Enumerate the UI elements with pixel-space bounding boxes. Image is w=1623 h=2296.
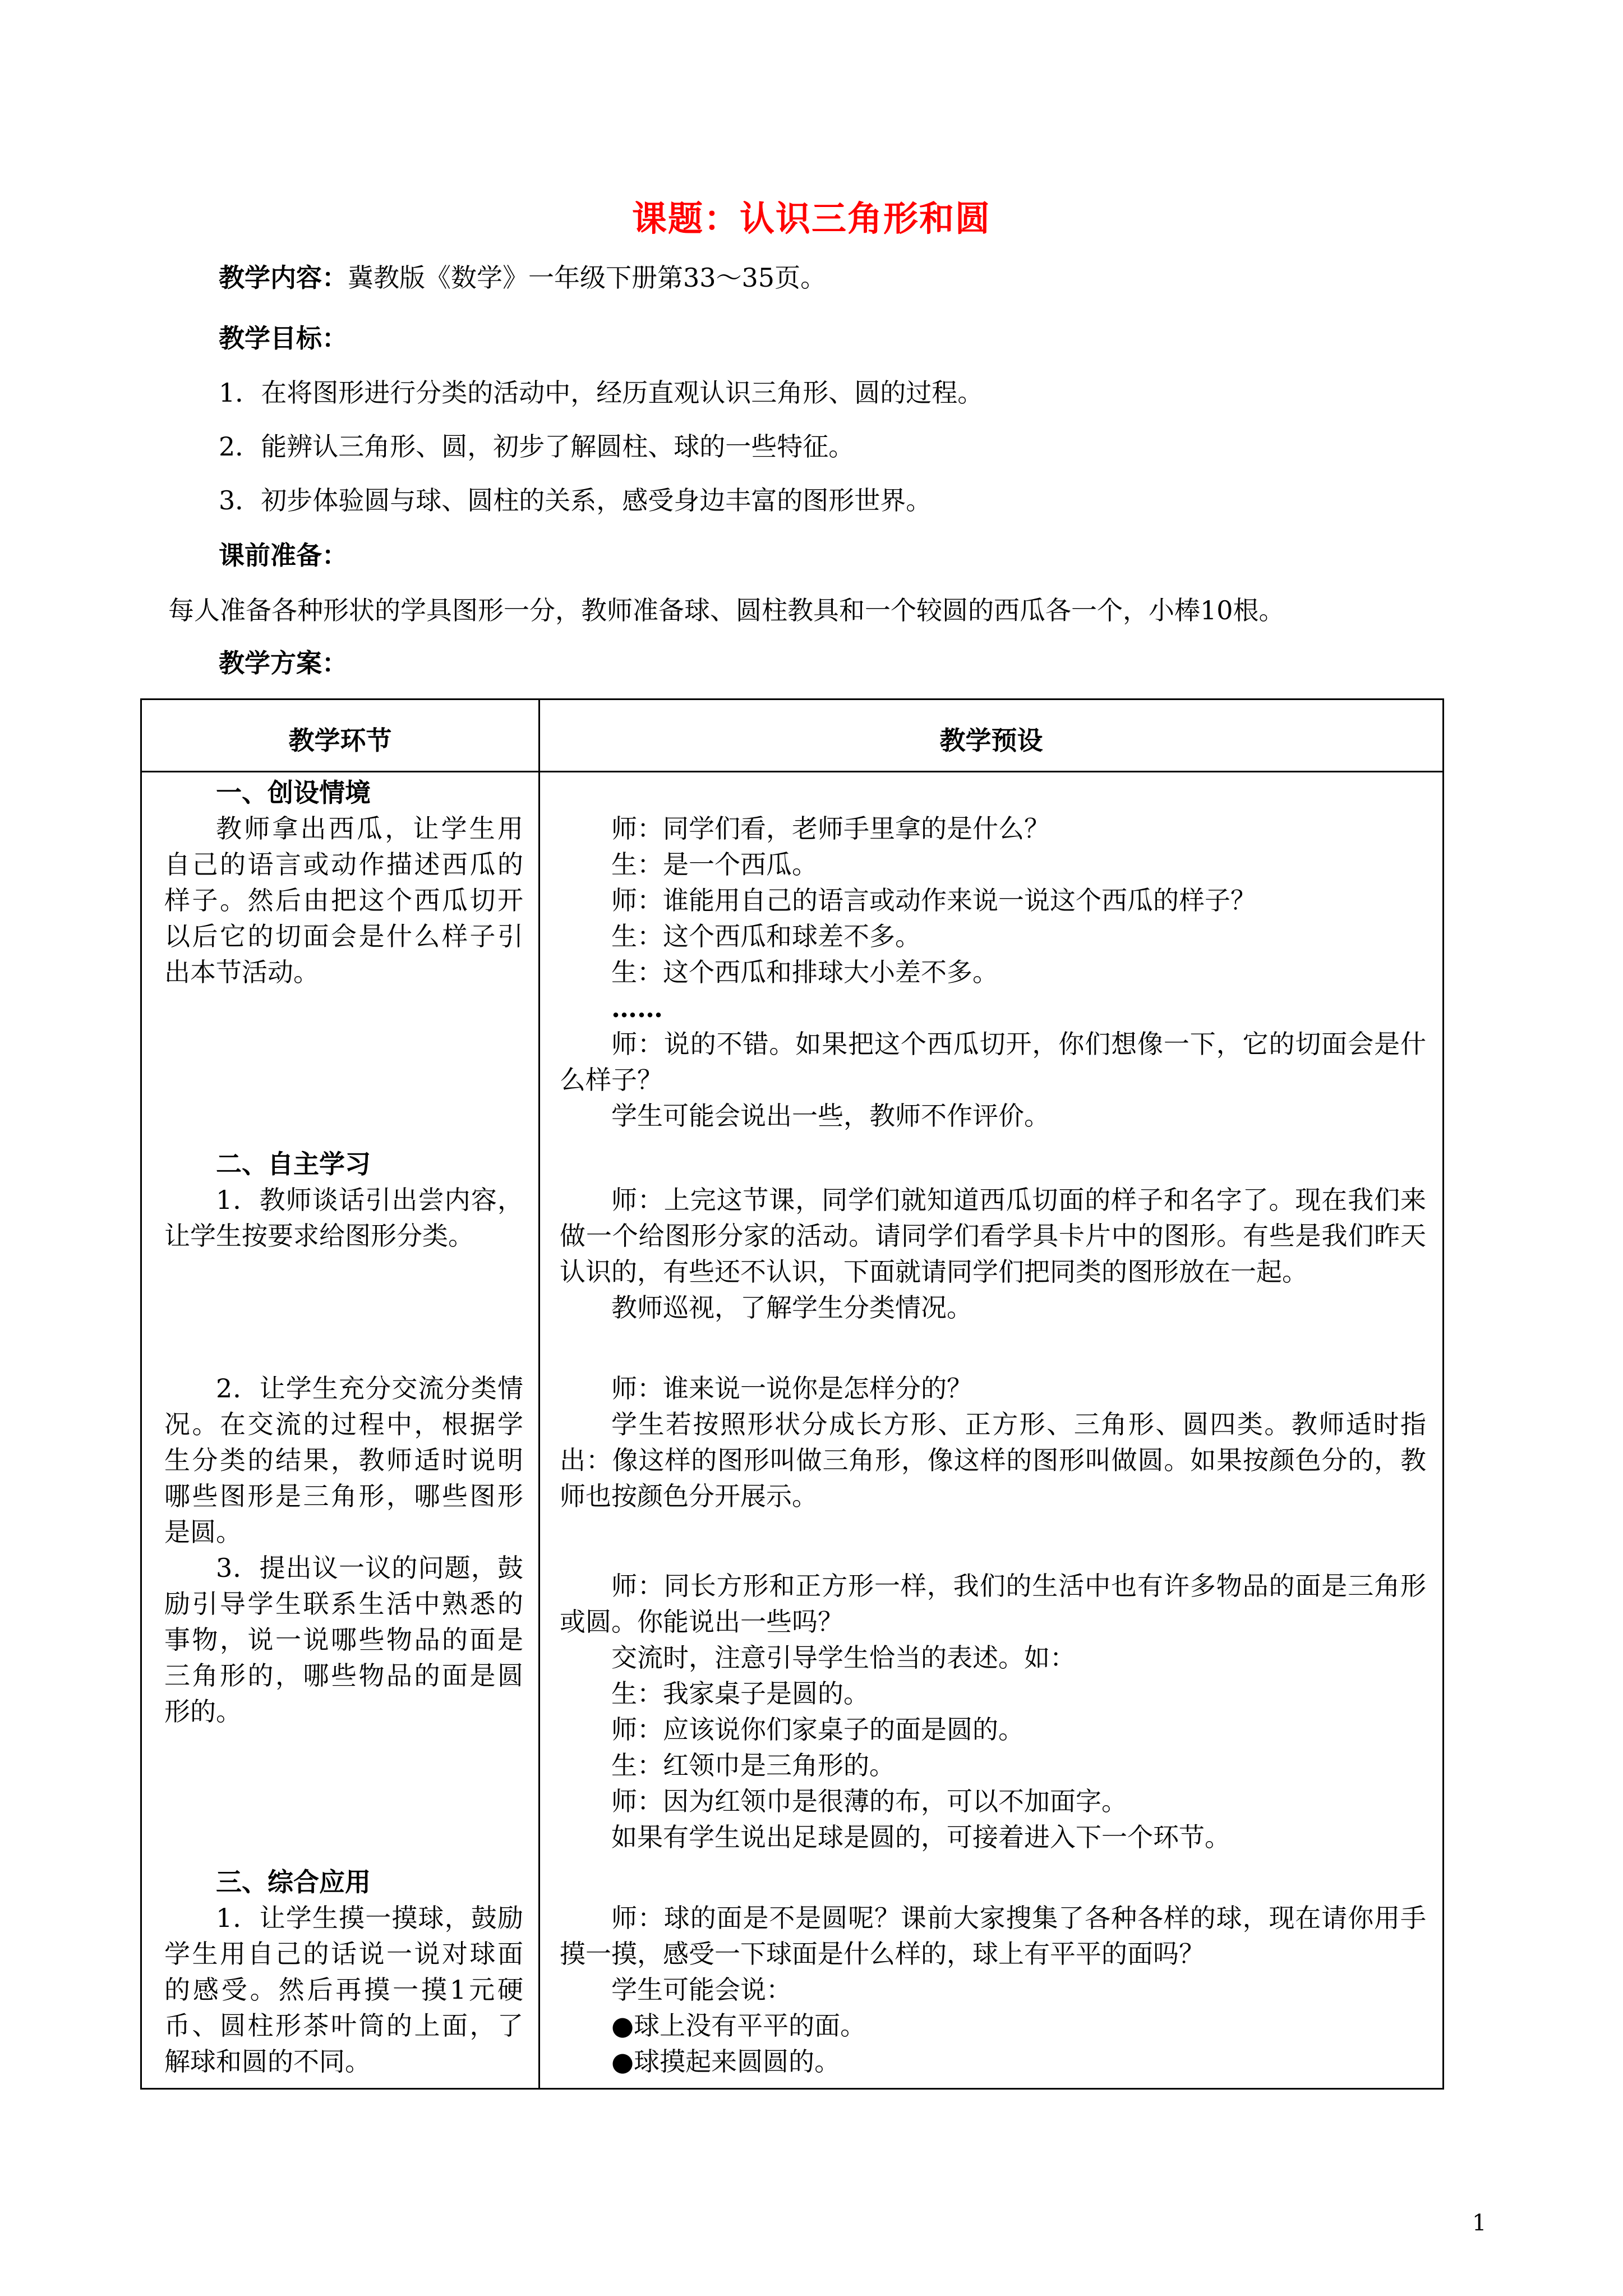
dialogue-line: 交流时，注意引导学生恰当的表述。如： [611,1642,1076,1673]
dialogue-line: 学生可能会说： [611,1975,792,2005]
stage-text: 2．让学生充分交流分类情况。在交流的过程中，根据学生分类的结果，教师适时说明哪些图形是三角形，哪些图形是圆。 [164,1373,523,1547]
stage-block [164,1370,523,1729]
preset-block [560,1370,1426,1514]
stage-block [164,775,523,990]
dialogue-line: 师：上完这节课，同学们就知道西瓜切面的样子和名字了。现在我们来做一个给图形分家的活动。请同学们看学具卡片中的图形。有些是我们昨天认识的，有些还不认识，下面就请同学们把同类的图形放在一起。 [560,1185,1426,1287]
preparation-label: 课前准备： [219,540,348,570]
dialogue-line: 师：说的不错。如果把这个西瓜切开，你们想像一下，它的切面会是什么样子？ [560,1029,1426,1095]
content-text: 冀教版《数学》一年级下册第33～35页。 [348,263,827,293]
table-header-preset: 教学预设 [939,725,1043,756]
stage-text: 教师拿出西瓜，让学生用自己的语言或动作描述西瓜的样子。然后由把这个西瓜切开以后它的切面会是什么样子引出本节活动。 [164,813,523,987]
preset-block [560,1182,1426,1326]
page-title: 课题：认识三角形和圆 [631,198,991,239]
stage-heading: 二、自主学习 [216,1149,371,1179]
dialogue-line: 师：球的面是不是圆呢？课前大家搜集了各种各样的球，现在请你用手摸一摸，感受一下球面是什么样的，球上有平平的面吗？ [560,1903,1426,1969]
dialogue-line: 师：谁来说一说你是怎样分的？ [611,1373,972,1404]
dialogue-line: 生：是一个西瓜。 [611,849,818,880]
dialogue-line: 师：同学们看，老师手里拿的是什么？ [611,813,1050,844]
column-divider [538,700,540,2088]
objective-item: 2．能辨认三角形、圆，初步了解圆柱、球的一些特征。 [219,431,855,462]
dialogue-line: 师：同长方形和正方形一样，我们的生活中也有许多物品的面是三角形或圆。你能说出一些吗？ [560,1571,1426,1637]
dialogue-line: 师：应该说你们家桌子的面是圆的。 [611,1714,1024,1745]
preparation-text: 每人准备各种形状的学具图形一分，教师准备球、圆柱教具和一个较圆的西瓜各一个，小棒10根。 [168,595,1285,625]
dialogue-line: 生：红领巾是三角形的。 [611,1750,895,1780]
stage-block [164,1864,523,2079]
plan-label: 教学方案： [219,648,348,678]
dialogue-line: ●球上没有平平的面。 [611,2010,866,2041]
dialogue-line: 生：这个西瓜和球差不多。 [611,921,921,951]
content-line [219,261,826,295]
objective-item: 1．在将图形进行分类的活动中，经历直观认识三角形、圆的过程。 [219,378,984,408]
stage-heading: 一、创设情境 [216,777,371,808]
page-number: 1 [1472,2210,1487,2236]
dialogue-line: 教师巡视，了解学生分类情况。 [611,1292,972,1323]
header-divider [142,771,1442,772]
dialogue-line: 学生若按照形状分成长方形、正方形、三角形、圆四类。教师适时指出：像这样的图形叫做三角形，像这样的图形叫做圆。如果按颜色分的，教师也按颜色分开展示。 [560,1409,1426,1511]
preset-block [560,1568,1426,1855]
dialogue-line: 师：谁能用自己的语言或动作来说一说这个西瓜的样子？ [611,885,1256,915]
preset-block [560,1900,1426,2079]
dialogue-line: ●球摸起来圆圆的。 [611,2046,841,2077]
preset-block [560,811,1426,1134]
lesson-plan-table [140,698,1444,2090]
dialogue-line: 生：我家桌子是圆的。 [611,1678,869,1709]
stage-block [164,1146,523,1254]
table-header-stage: 教学环节 [288,725,392,756]
dialogue-line: 生：这个西瓜和排球大小差不多。 [611,957,998,987]
content-label: 教学内容： [219,263,348,293]
dialogue-line: 师：因为红领巾是很薄的布，可以不加面字。 [611,1786,1127,1816]
stage-text: 1．教师谈话引出尝内容，让学生按要求给图形分类。 [164,1185,523,1251]
dialogue-line: 学生可能会说出一些，教师不作评价。 [611,1101,1050,1131]
dialogue-line: …… [611,993,663,1023]
stage-text: 3．提出议一议的问题，鼓励引导学生联系生活中熟悉的事物，说一说哪些物品的面是三角形的，哪些物品的面是圆形的。 [164,1553,523,1727]
stage-text: 1．让学生摸一摸球，鼓励学生用自己的话说一说对球面的感受。然后再摸一摸1元硬币、圆柱形茶叶筒的上面，了解球和圆的不同。 [164,1903,523,2077]
objective-item: 3．初步体验圆与球、圆柱的关系，感受身边丰富的图形世界。 [219,485,932,516]
stage-heading: 三、综合应用 [216,1867,371,1897]
dialogue-line: 如果有学生说出足球是圆的，可接着进入下一个环节。 [611,1822,1230,1852]
objectives-label: 教学目标： [219,323,348,353]
